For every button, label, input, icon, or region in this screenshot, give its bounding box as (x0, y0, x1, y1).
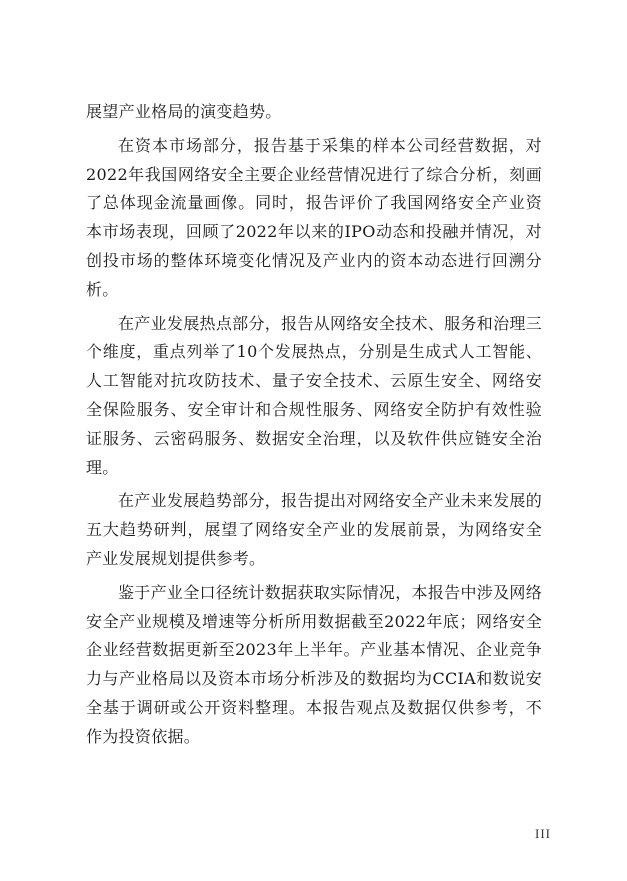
paragraph-hotspots: 在产业发展热点部分，报告从网络安全技术、服务和治理三个维度，重点列举了10个发展热点，分别是生成式人工智能、人工智能对抗攻防技术、量子安全技术、云原生安全、网络安全保险服务、安全审计和合规性服务、网络安全防护有效性验证服务、云密码服务、数据安全治理，以及软件供应链安全治理。 (86, 313, 542, 477)
page-number: III (535, 826, 551, 841)
paragraph-trends: 在产业发展趋势部分，报告提出对网络安全产业未来发展的五大趋势研判，展望了网络安全产业的发展前景，为网络安全产业发展规划提供参考。 (86, 491, 542, 568)
paragraph-capital-market: 在资本市场部分，报告基于采集的样本公司经营数据，对2022年我国网络安全主要企业经营情况进行了综合分析，刻画了总体现金流量画像。同时，报告评价了我国网络安全产业资本市场表现，回顾了2022年以来的IPO动态和投融并情况，对创投市场的整体环境变化情况及产业内的资本动态进行回溯分析。 (86, 135, 542, 299)
body-text (86, 98, 542, 757)
paragraph-data-note: 鉴于产业全口径统计数据获取实际情况，本报告中涉及网络安全产业规模及增速等分析所用数据截至2022年底；网络安全企业经营数据更新至2023年上半年。产业基本情况、企业竞争力与产业格局以及资本市场分析涉及的数据均为CCIA和数说安全基于调研或公开资料整理。本报告观点及数据仅供参考，不作为投资依据。 (86, 582, 542, 746)
paragraph-continued: 展望产业格局的演变趋势。 (86, 102, 282, 121)
